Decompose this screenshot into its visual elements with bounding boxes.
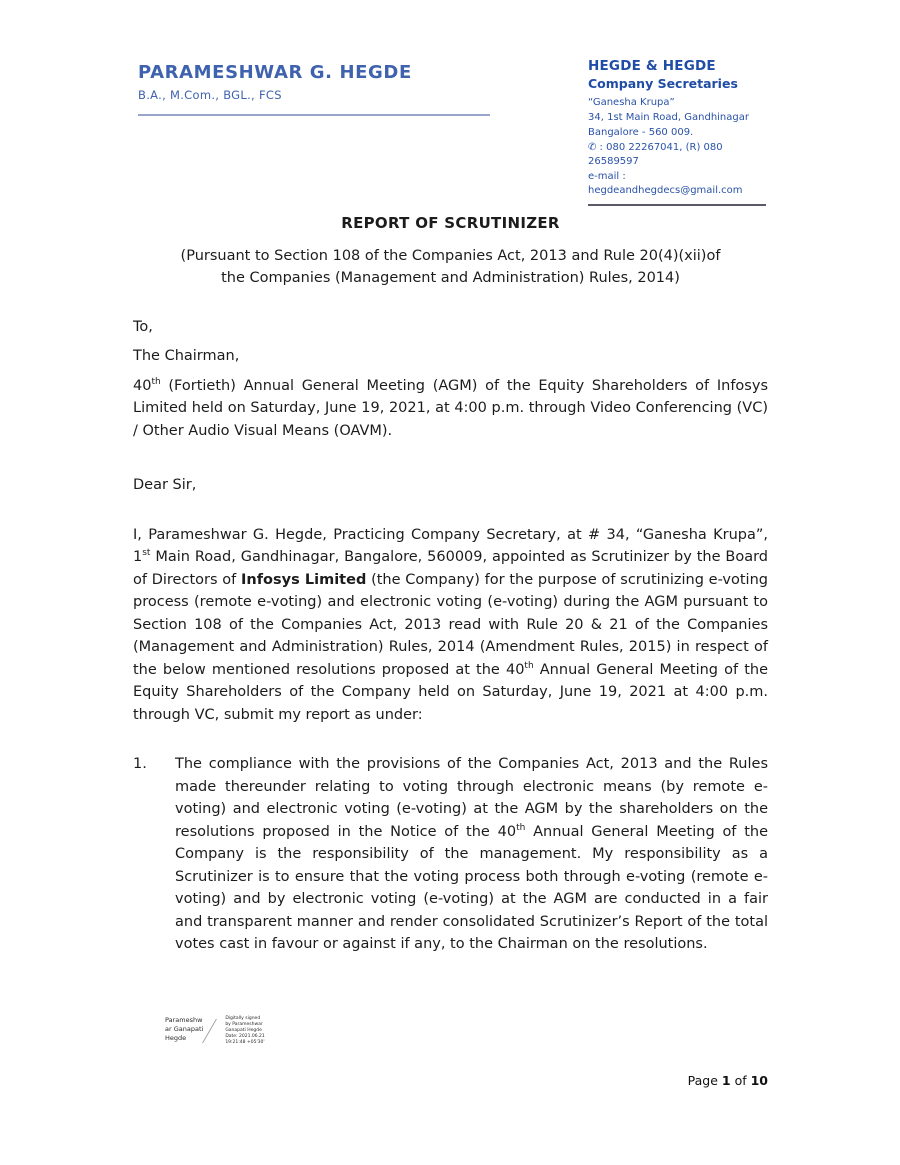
intro-company-name: Infosys Limited: [241, 571, 367, 588]
signature-detail-line4: Date: 2021.06.21: [225, 1034, 265, 1039]
signature-slash-mark: [202, 1019, 226, 1043]
list-item-1-number: 1.: [133, 756, 147, 772]
addressee-to: To,: [133, 318, 153, 335]
document-subtitle-line2: the Companies (Management and Administration) Rules, 2014): [221, 270, 680, 286]
digital-signature-stamp: [165, 1016, 265, 1046]
practitioner-name: PARAMESHWAR G. HEGDE: [138, 62, 412, 83]
signature-detail-line3: Ganapati Hegde: [225, 1028, 262, 1033]
firm-address-line3: Bangalore - 560 009.: [588, 127, 694, 138]
salutation: Dear Sir,: [133, 477, 197, 493]
firm-type: Company Secretaries: [588, 76, 738, 91]
intro-sup1: st: [142, 548, 151, 559]
agm-description-paragraph: [133, 375, 768, 443]
agm-seg2: (Fortieth) Annual General Meeting (AGM) of the Equity Shareholders of Infosys Limited held on Saturday, June 19, 2021, at 4:00 p.m. through Video Conferencing (VC) / Other Audio Visual Means (OAVM).: [133, 377, 768, 439]
document-body: [133, 212, 768, 956]
firm-name: HEGDE & HEGDE: [588, 58, 716, 74]
practitioner-qualifications: B.A., M.Com., BGL., FCS: [138, 88, 282, 102]
signature-detail-line5: 19:21:48 +05'30': [225, 1040, 265, 1045]
list-item-1-text: [175, 753, 768, 956]
signature-name-line1: Parameshw: [165, 1016, 203, 1024]
document-title: REPORT OF SCRUTINIZER: [341, 214, 560, 232]
firm-phone-line: ✆ : 080 22267041, (R) 080 26589597: [588, 142, 723, 167]
intro-seg1: I, Parameshwar G. Hegde, Practicing Company Secretary, at # 34, “Ganesha Krupa”, 1: [133, 526, 768, 565]
intro-paragraph: [133, 524, 768, 727]
intro-seg4: Annual General Meeting of the Equity Shareholders of the Company held on Saturday, June 19, 2021 at 4:00 p.m. through VC, submit my report as under:: [133, 661, 768, 723]
firm-address-line1: “Ganesha Krupa”: [588, 97, 675, 108]
intro-seg3: (the Company) for the purpose of scrutinizing e-voting process (remote e-voting) and electronic voting (e-voting) during the AGM pursuant to Section 108 of the Companies Act, 2013 read with Rule 20 & 21 of the Companies (Management and Administration) Rules, 2014 (Amendment Rules, 2015) in respect of the below mentioned resolutions proposed at the 40: [133, 571, 768, 678]
item1-seg2: Annual General Meeting of the Company is the responsibility of the management. My responsibility as a Scrutinizer is to ensure that the voting process both through e-voting (remote e-voting) and by electronic voting (e-voting) at the AGM are conducted in a fair and transparent manner and render consolidated Scrutinizer’s Report of the total votes cast in favour or against if any, to the Chairman on the resolutions.: [175, 823, 768, 952]
signature-detail-block: [225, 1016, 264, 1046]
item1-sup1: th: [516, 822, 526, 833]
agm-seg1: 40: [133, 377, 152, 394]
list-item-1: [133, 753, 768, 956]
firm-address-line2: 34, 1st Main Road, Gandhinagar: [588, 112, 749, 123]
document-subtitle-line1: (Pursuant to Section 108 of the Companies Act, 2013 and Rule 20(4)(xii)of: [180, 247, 721, 264]
firm-email-line: e-mail : hegdeandhegdecs@gmail.com: [588, 171, 743, 196]
footer-total-pages: 10: [750, 1073, 768, 1088]
intro-seg2: Main Road, Gandhinagar, Bangalore, 560009, appointed as Scrutinizer by the Board of Directors of: [133, 549, 768, 588]
item1-seg1: The compliance with the provisions of the Companies Act, 2013 and the Rules made thereunder relating to voting through electronic means (by remote e-voting) and electronic voting (e-voting) at the AGM by the shareholders on the resolutions proposed in the Notice of the 40: [175, 756, 768, 840]
footer-page-number: 1: [721, 1073, 731, 1088]
intro-sup2: th: [524, 660, 534, 671]
footer-page-label: Page: [687, 1073, 722, 1088]
letterhead-right: [588, 58, 766, 206]
signature-name-line2: ar Ganapati: [165, 1025, 204, 1033]
letterhead-left: [138, 62, 490, 116]
agm-sup1: th: [151, 376, 161, 387]
signature-name-block: [165, 1016, 203, 1043]
signature-name-line3: Hegde: [165, 1034, 187, 1042]
page-footer: [133, 1073, 768, 1088]
signature-detail-line1: Digitally signed: [225, 1016, 261, 1021]
footer-of-label: of: [730, 1073, 751, 1088]
signature-detail-line2: by Parameshwar: [225, 1022, 263, 1027]
addressee-chairman: The Chairman,: [133, 348, 240, 364]
